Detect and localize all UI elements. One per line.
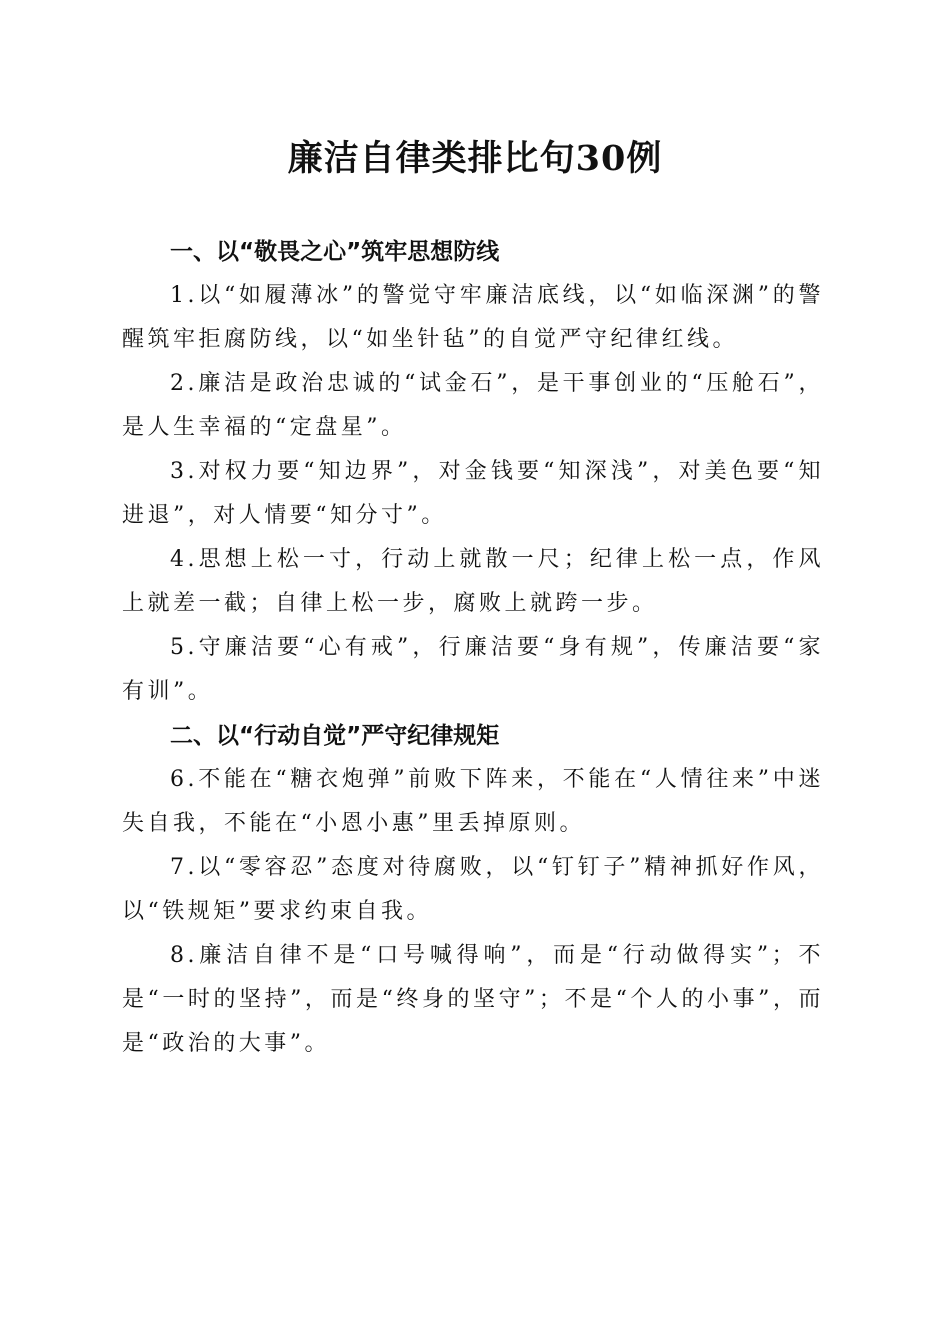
section-2 (122, 714, 824, 1066)
list-item: 7.以“零容忍”态度对待腐败，以“钉钉子”精神抓好作风，以“铁规矩”要求约束自我。 (122, 855, 824, 924)
document-body (122, 230, 824, 1066)
list-item: 3.对权力要“知边界”，对金钱要“知深浅”，对美色要“知进退”，对人情要“知分寸”。 (122, 459, 824, 528)
document-title: 廉洁自律类排比句30例 (287, 138, 663, 179)
list-item: 4.思想上松一寸，行动上就散一尺；纪律上松一点，作风上就差一截；自律上松一步，腐败上就跨一步。 (122, 547, 824, 616)
list-item: 6.不能在“糖衣炮弹”前败下阵来，不能在“人情往来”中迷失自我，不能在“小恩小惠”里丢掉原则。 (122, 767, 824, 836)
list-item: 1.以“如履薄冰”的警觉守牢廉洁底线，以“如临深渊”的警醒筑牢拒腐防线，以“如坐针毡”的自觉严守纪律红线。 (122, 283, 824, 352)
section-heading: 二、以“行动自觉”严守纪律规矩 (170, 723, 500, 749)
section-1 (122, 230, 824, 714)
list-item: 8.廉洁自律不是“口号喊得响”，而是“行动做得实”；不是“一时的坚持”，而是“终身的坚守”；不是“个人的小事”，而是“政治的大事”。 (122, 943, 824, 1056)
list-item: 2.廉洁是政治忠诚的“试金石”，是干事创业的“压舱石”，是人生幸福的“定盘星”。 (122, 371, 824, 440)
list-item: 5.守廉洁要“心有戒”，行廉洁要“身有规”，传廉洁要“家有训”。 (122, 635, 824, 704)
section-heading: 一、以“敬畏之心”筑牢思想防线 (170, 239, 500, 265)
